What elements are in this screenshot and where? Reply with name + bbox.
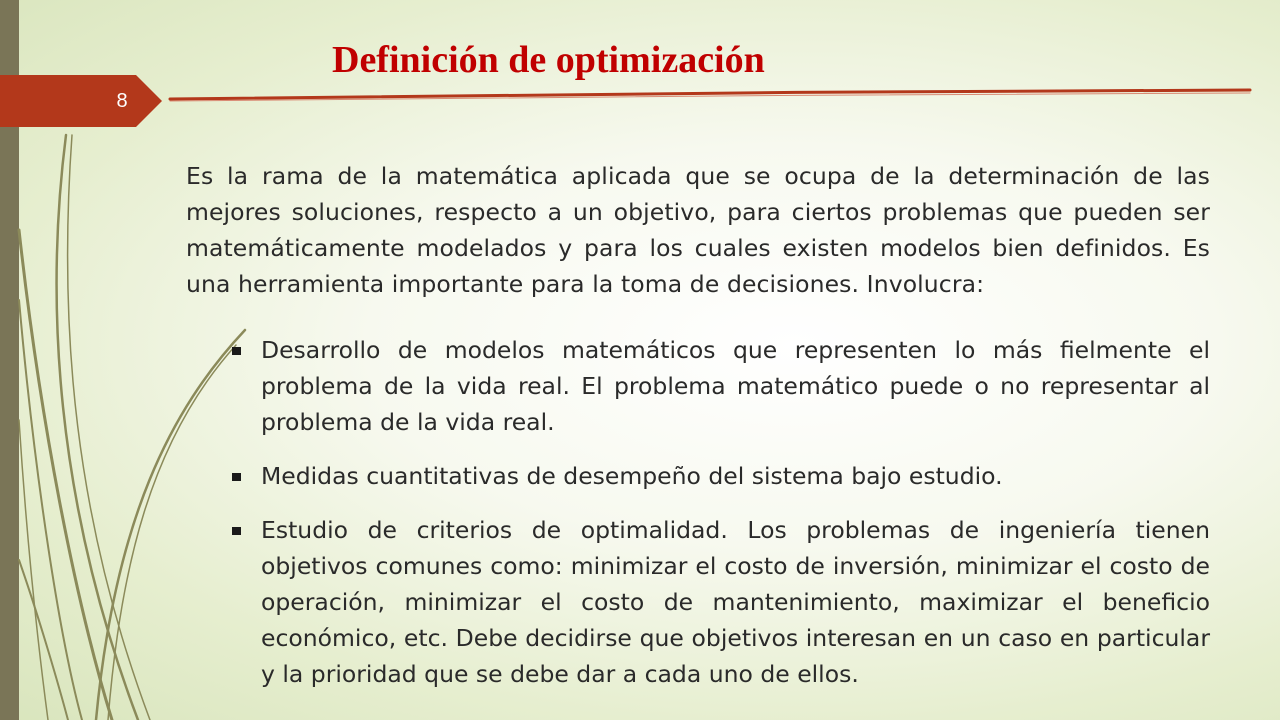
bullet-item xyxy=(232,458,1210,494)
slide-number-tab xyxy=(0,75,162,127)
bullet-text: Desarrollo de modelos matemáticos que representen lo más fielmente el problema de la vida real. El problema matemático puede o no representar al problema de la vida real. xyxy=(261,336,1210,436)
square-bullet-icon xyxy=(232,473,241,481)
bullet-item xyxy=(232,512,1210,692)
bullet-item xyxy=(232,332,1210,440)
square-bullet-icon xyxy=(232,347,241,355)
slide-title: Definición de optimización xyxy=(332,39,765,81)
square-bullet-icon xyxy=(232,527,241,535)
bullet-text: Medidas cuantitativas de desempeño del sistema bajo estudio. xyxy=(261,462,1003,490)
bullet-list xyxy=(232,332,1210,692)
title-underline xyxy=(170,90,1250,99)
intro-paragraph: Es la rama de la matemática aplicada que se ocupa de la determinación de las mejores soluciones, respecto a un objetivo, para ciertos problemas que pueden ser matemáticamente modelados y para los cuales existen modelos bien definidos. Es una herramienta importante para la toma de decisiones. Involucra: xyxy=(186,162,1210,298)
slide-number: 8 xyxy=(116,90,128,112)
bullet-text: Estudio de criterios de optimalidad. Los problemas de ingeniería tienen objetivos comunes como: minimizar el costo de inversión, minimizar el costo de operación, minimizar el costo de mantenimiento, maximizar el beneficio económico, etc. Debe decidirse que objetivos interesan en un caso en particular y la prioridad que se debe dar a cada uno de ellos. xyxy=(261,516,1210,688)
